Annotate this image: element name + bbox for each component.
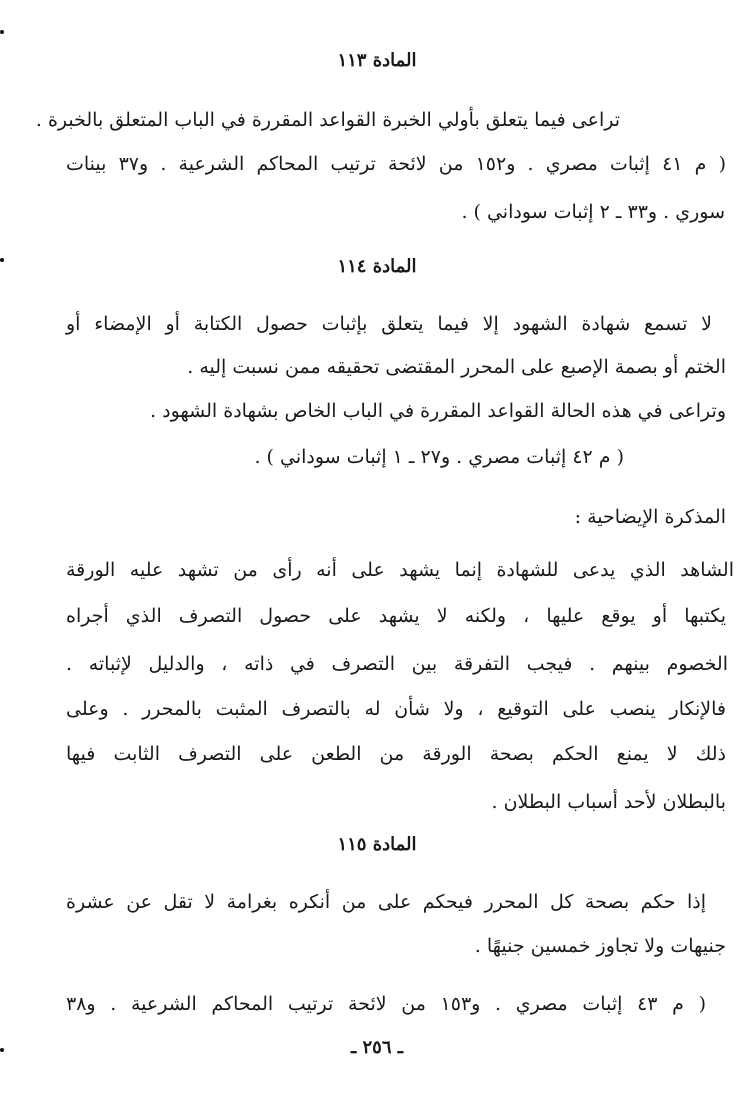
memo-line: بالبطلان لأحد أسباب البطلان . [491,791,726,813]
memo-line: فالإنكار ينصب على التوقيع ، ولا شأن له بالتصرف المثبت بالمحرر . وعلى [66,698,726,720]
page-number: ـ ٢٥٦ ـ [350,1037,404,1058]
margin-dot [0,30,4,34]
article-113-line: تراعى فيما يتعلق بأولي الخبرة القواعد المقررة في الباب المتعلق بالخبرة . [35,109,620,131]
article-113-line: سوري . و٣٣ ـ ٢ إثبات سوداني ) . [461,201,725,223]
memo-line: يكتبها أو يوقع عليها ، ولكنه لا يشهد على حصول التصرف الذي أجراه [66,605,726,627]
memo-title: المذكرة الإيضاحية : [574,506,726,528]
article-114-line: وتراعى في هذه الحالة القواعد المقررة في الباب الخاص بشهادة الشهود . [150,400,726,422]
article-113-line: ( م ٤١ إثبات مصري . و١٥٢ من لائحة ترتيب المحاكم الشرعية . و٣٧ بينات [66,153,726,175]
memo-line: ذلك لا يمنع الحكم بصحة الورقة من الطعن على التصرف الثابت فيها [66,743,726,765]
article-115-line: إذا حكم بصحة كل المحرر فيحكم على من أنكره بغرامة لا تقل عن عشرة [66,891,706,913]
memo-line: الشاهد الذي يدعى للشهادة إنما يشهد على أنه رأى من تشهد عليه الورقة [66,559,734,581]
article-114-heading: المادة ١١٤ [337,256,417,277]
article-114-line: لا تسمع شهادة الشهود إلا فيما يتعلق بإثبات حصول الكتابة أو الإمضاء أو [66,313,712,335]
article-114-line: الختم أو بصمة الإصبع على المحرر المقتضى تحقيقه ممن نسبت إليه . [187,356,726,378]
article-113-heading: المادة ١١٣ [337,50,417,71]
memo-line: الخصوم بينهم . فيجب التفرقة بين التصرف في ذاته ، والدليل لإثباته . [66,653,728,675]
article-115-heading: المادة ١١٥ [337,834,417,855]
article-115-line: ( م ٤٣ إثبات مصري . و١٥٣ من لائحة ترتيب المحاكم الشرعية . و٣٨ [66,993,706,1015]
article-115-line: جنيهات ولا تجاوز خمسين جنيهًا . [474,935,726,957]
article-114-line: ( م ٤٢ إثبات مصري . و٢٧ ـ ١ إثبات سوداني ) . [254,446,624,468]
